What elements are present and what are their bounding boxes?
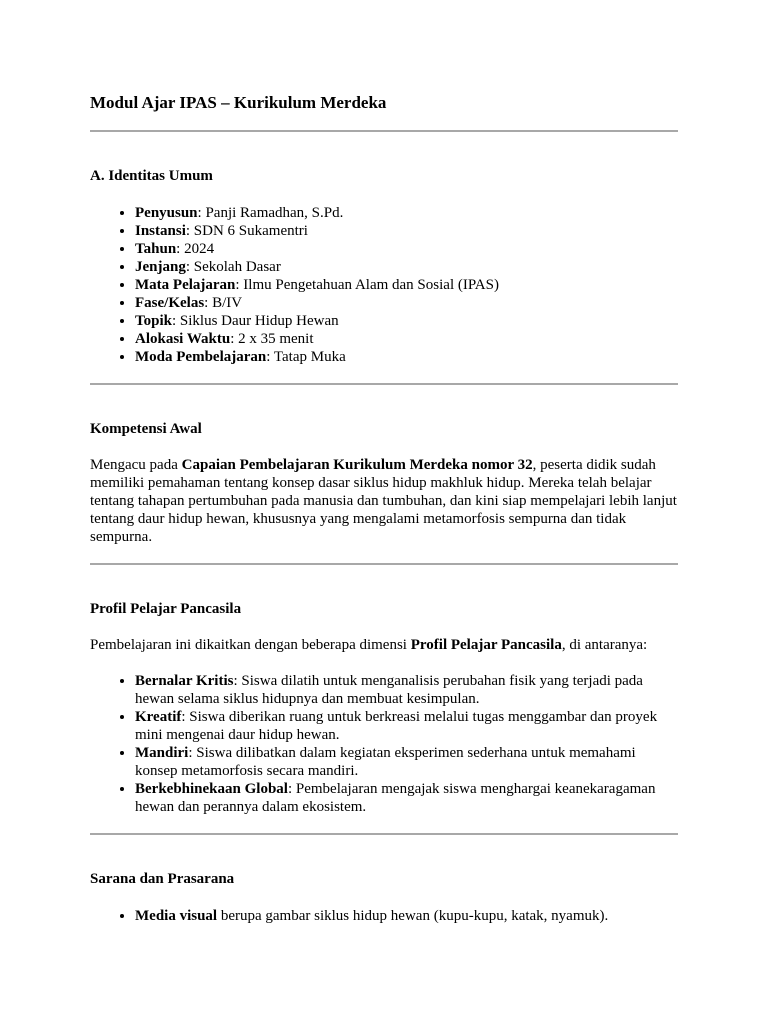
item-value: : Ilmu Pengetahuan Alam dan Sosial (IPAS) [235,277,499,293]
item-value: : 2024 [176,241,215,257]
list-item [135,258,678,276]
item-label: Moda Pembelajaran [135,349,267,365]
paragraph-bold: Profil Pelajar Pancasila [410,637,562,653]
item-value: : Sekolah Dasar [185,259,281,275]
sarana-list [90,907,678,925]
paragraph-text: Pembelajaran ini dikaitkan dengan beberapa dimensi [90,637,411,653]
item-label: Fase/Kelas [135,295,205,311]
item-label: Mata Pelajaran [135,277,236,293]
item-label: Alokasi Waktu [135,331,231,347]
paragraph-bold: Capaian Pembelajaran Kurikulum Merdeka nomor 32 [181,457,533,473]
divider [90,833,678,835]
list-item [135,240,678,258]
item-label: Penyusun [135,205,198,221]
list-item [135,276,678,294]
list-item [135,294,678,312]
item-label: Topik [135,313,172,329]
item-label: Mandiri [135,745,189,761]
item-label: Jenjang [135,259,186,275]
kompetensi-paragraph [90,456,678,546]
item-label: Instansi [135,223,186,239]
profil-list [90,672,678,816]
item-value: : 2 x 35 menit [230,331,314,347]
list-item [135,330,678,348]
paragraph-text: , di antaranya: [561,637,648,653]
paragraph-text: , peserta didik sudah memiliki pemahaman tentang konsep dasar siklus hidup makhluk hidup. Mereka telah belajar tentang tahapan pertumbuhan pada manusia dan tumbuhan, dan kini siap mempelajari lebih lanjut tentang daur hidup hewan, khususnya yang mengalami metamorfosis sempurna dan tidak sempurna. [90,457,677,545]
divider [90,563,678,565]
list-item [135,672,678,708]
divider [90,130,678,132]
item-value: : Tatap Muka [266,349,346,365]
item-label: Bernalar Kritis [135,673,234,689]
list-item [135,708,678,744]
item-label: Tahun [135,241,177,257]
item-value: : Siswa diberikan ruang untuk berkreasi melalui tugas menggambar dan proyek mini mengenai daur hidup hewan. [135,709,658,743]
list-item [135,204,678,222]
section-heading-kompetensi: Kompetensi Awal [90,421,202,437]
profil-intro [90,636,678,654]
item-value: : Siswa dilatih untuk menganalisis perubahan fisik yang terjadi pada hewan selama siklus hidupnya dan membuat kesimpulan. [135,673,643,707]
divider [90,383,678,385]
item-value: : Siswa dilibatkan dalam kegiatan eksperimen sederhana untuk memahami konsep metamorfosis secara mandiri. [135,745,636,779]
list-item [135,312,678,330]
list-item [135,780,678,816]
list-item [135,744,678,780]
list-item [135,907,678,925]
section-heading-sarana: Sarana dan Prasarana [90,871,235,887]
item-label: Berkebhinekaan Global [135,781,288,797]
item-label: Kreatif [135,709,182,725]
item-value: : B/IV [204,295,243,311]
page-title: Modul Ajar IPAS – Kurikulum Merdeka [90,93,387,112]
paragraph-text: Mengacu pada [90,457,182,473]
section-heading-identitas: A. Identitas Umum [90,168,213,184]
identitas-list [90,204,678,366]
item-label: Media visual [135,908,218,924]
section-heading-profil: Profil Pelajar Pancasila [90,601,242,617]
item-value: : Pembelajaran mengajak siswa menghargai keanekaragaman hewan dan perannya dalam ekosistem. [135,781,656,815]
item-value: : Panji Ramadhan, S.Pd. [197,205,344,221]
list-item [135,348,678,366]
list-item [135,222,678,240]
item-value: : SDN 6 Sukamentri [185,223,308,239]
item-value: : Siklus Daur Hidup Hewan [171,313,339,329]
item-value: berupa gambar siklus hidup hewan (kupu-kupu, katak, nyamuk). [217,908,609,924]
